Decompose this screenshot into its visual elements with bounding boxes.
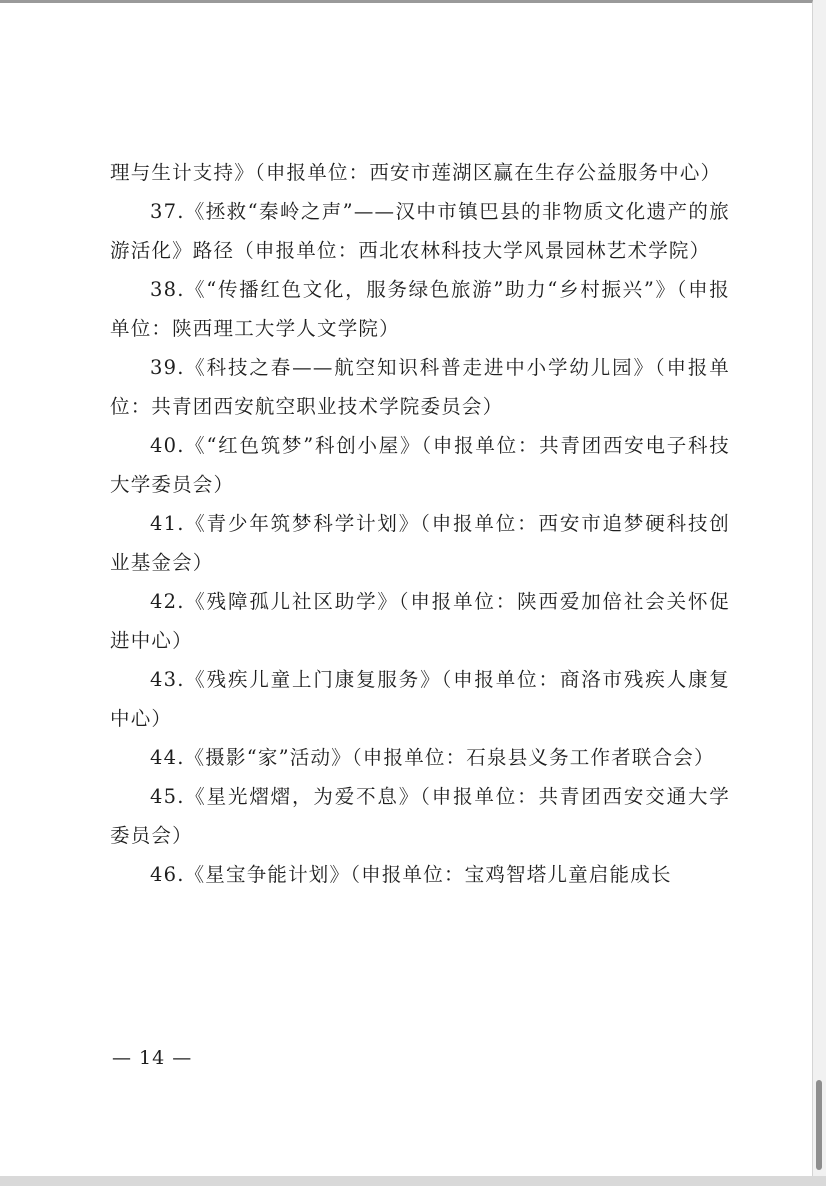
- list-item-39: 39.《科技之春——航空知识科普走进中小学幼儿园》（申报单位：共青团西安航空职业技术学院委员会）: [110, 356, 730, 418]
- list-item-37: 37.《拯救“秦岭之声”——汉中市镇巴县的非物质文化遗产的旅游活化》路径（申报单位：西北农林科技大学风景园林艺术学院）: [110, 200, 730, 262]
- document-body: [110, 153, 730, 894]
- scrollbar-thumb[interactable]: [816, 1080, 822, 1170]
- list-item-38: 38.《“传播红色文化，服务绿色旅游”助力“乡村振兴”》（申报单位：陕西理工大学人文学院）: [110, 278, 730, 340]
- list-item-46: 46.《星宝争能计划》（申报单位：宝鸡智塔儿童启能成长: [150, 863, 672, 886]
- paragraph-continuation: 理与生计支持》（申报单位：西安市莲湖区赢在生存公益服务中心）: [110, 161, 722, 184]
- bottom-edge: [0, 1176, 826, 1186]
- list-item-44: 44.《摄影“家”活动》（申报单位：石泉县义务工作者联合会）: [150, 746, 715, 769]
- list-item-40: 40.《“红色筑梦”科创小屋》（申报单位：共青团西安电子科技大学委员会）: [110, 434, 730, 496]
- vertical-scrollbar[interactable]: [813, 0, 826, 1176]
- list-item-43: 43.《残疾儿童上门康复服务》（申报单位：商洛市残疾人康复中心）: [110, 668, 730, 730]
- list-item-41: 41.《青少年筑梦科学计划》（申报单位：西安市追梦硬科技创业基金会）: [110, 512, 730, 574]
- list-item-45: 45.《星光熠熠，为爱不息》（申报单位：共青团西安交通大学委员会）: [110, 785, 730, 847]
- page-number: — 14 —: [112, 1047, 193, 1069]
- list-item-42: 42.《残障孤儿社区助学》（申报单位：陕西爱加倍社会关怀促进中心）: [110, 590, 730, 652]
